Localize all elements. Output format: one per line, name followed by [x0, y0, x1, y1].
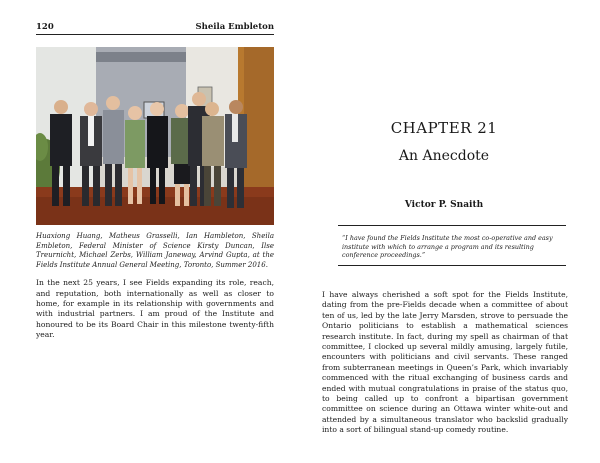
photo-caption: Huaxiong Huang, Matheus Grasselli, Ian Hambleton, Sheila Embleton, Federal Minister of Science Kirsty Duncan, Ilse Treurnicht, Michael Zerbs, William Janeway, Arvind Gupta, at the Fields Institute Annual General Meeting, Toronto, Summer 2016.	[36, 232, 274, 269]
chapter-title: An Anecdote	[398, 148, 490, 164]
chapter-number: CHAPTER 21	[390, 119, 498, 137]
body-paragraph: In the next 25 years, I see Fields expanding its role, reach, and reputation, both internationally as well as closer to home, for example in its relationship with governments and with industrial partners. I am proud of the Institute and honoured to be its Board Chair in this milestone twenty-fifth year.	[36, 278, 274, 339]
chapter-body-paragraph: I have always cherished a soft spot for the Fields Institute, dating from the pre-Fields decade when a committee of about ten of us, led by the late Jerry Marsden, strove to persuade the Ontario politicians to establish a mathematical sciences research institute. In fact, during my spell as chairman of that committee, I clocked up several mildly amusing, largely futile, encounters with politicians and civil servants. These ranged from subterranean meetings in Queen’s Park, which invariably commenced with the ritual exchanging of business cards and ended with mutual congratulations in praise of the status quo, to being called up to confront a bipartisan government committee on science during an Ottawa winter white-out and attended by a simultaneous translator who backslid gradually into a sort of bilingual stand-up comedy routine.	[322, 290, 568, 435]
page-number: 120	[36, 22, 54, 32]
running-head-title: Sheila Embleton	[195, 22, 274, 32]
right-page	[300, 0, 600, 463]
running-head	[36, 22, 274, 35]
chapter-author: Victor P. Snaith	[404, 200, 484, 210]
epigraph-quote: “I have found the Fields Institute the most co-operative and easy institute with which to arrange a program and its resulting conference proceedings.”	[338, 225, 566, 266]
group-photo	[36, 47, 274, 225]
